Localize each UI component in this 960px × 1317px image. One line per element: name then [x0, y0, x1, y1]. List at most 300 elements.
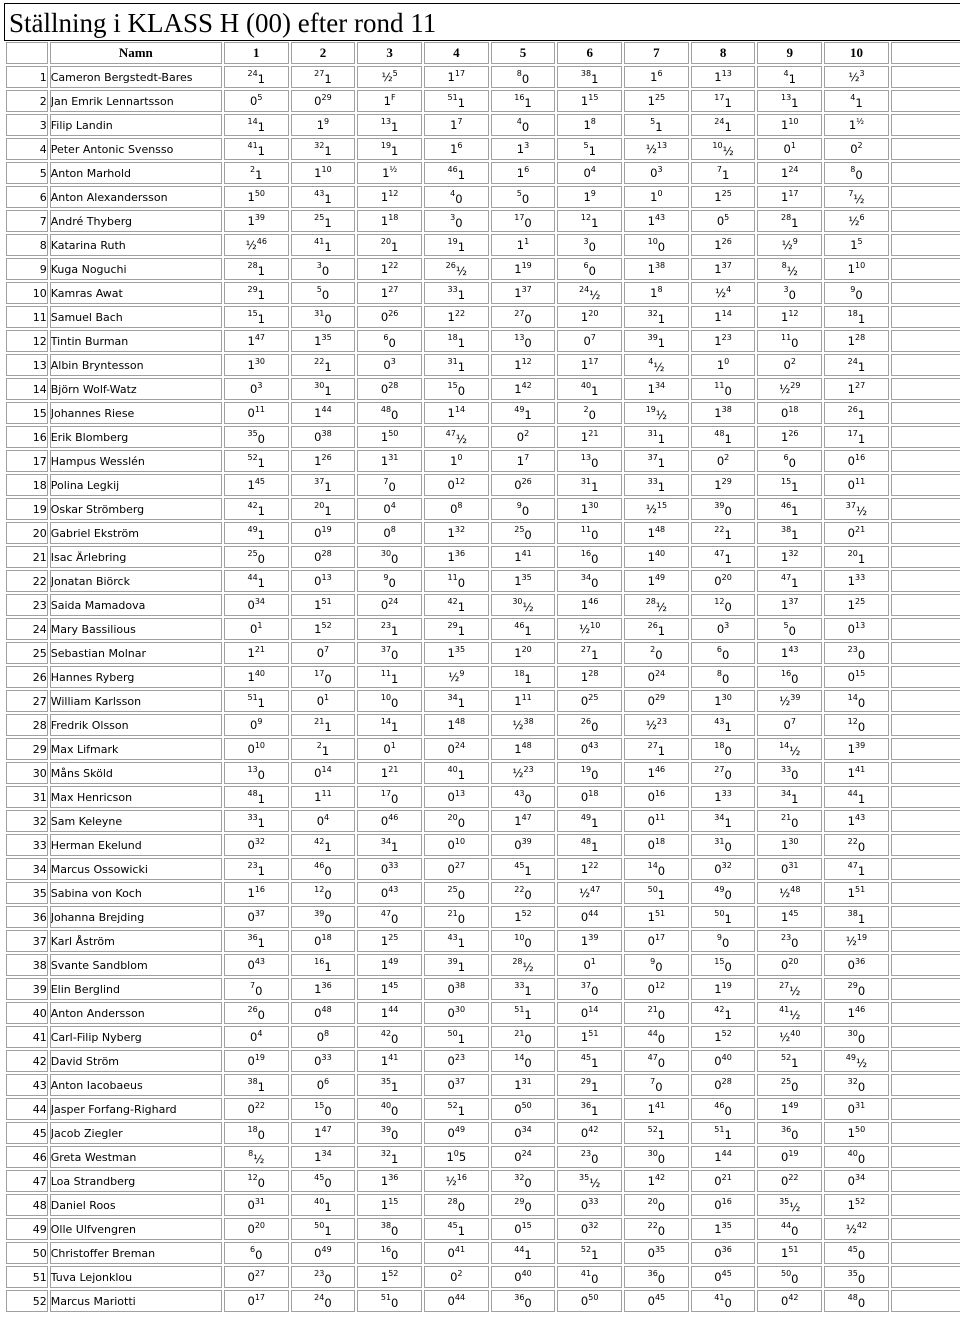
opponent-number: 15	[656, 501, 668, 510]
result-score: ½	[779, 382, 791, 396]
round-result	[491, 546, 556, 568]
round-result	[357, 474, 422, 496]
round-result	[824, 618, 889, 640]
result-score: 0	[724, 384, 732, 398]
result-score: 0	[857, 648, 866, 662]
opponent-number: 9	[257, 717, 263, 726]
round-result	[757, 618, 822, 640]
round-result	[624, 858, 689, 880]
round-result	[624, 810, 689, 832]
result-score: 0	[857, 1248, 866, 1262]
player-number: 51	[6, 1266, 48, 1288]
result-score: 0	[847, 670, 855, 684]
opponent-number: 3	[316, 261, 322, 270]
opponent-number: 6	[716, 645, 722, 654]
round-result	[824, 954, 889, 976]
player-number: 13	[6, 354, 48, 376]
result-score: 1	[657, 744, 666, 758]
opponent-number: 50	[314, 1221, 325, 1230]
result-score: 0	[524, 1176, 532, 1190]
result-score: ½	[579, 886, 591, 900]
round-result	[224, 1170, 289, 1192]
player-name: Jonatan Biörck	[50, 570, 222, 592]
extra-cell	[891, 738, 960, 760]
player-number: 1	[6, 66, 48, 88]
opponent-number: 2	[583, 405, 589, 414]
round-result	[491, 570, 556, 592]
opponent-number: 39	[380, 1125, 392, 1134]
result-score: 0	[657, 1152, 666, 1166]
result-score: 0	[250, 718, 258, 732]
opponent-number: 14	[380, 717, 392, 726]
opponent-number: 23	[523, 765, 534, 774]
opponent-number: 8	[716, 669, 722, 678]
round-result	[624, 282, 689, 304]
round-result	[757, 642, 822, 664]
result-score: 1	[380, 1174, 389, 1188]
result-score: 0	[447, 1078, 455, 1092]
round-result	[357, 234, 422, 256]
opponent-number: 25	[721, 189, 732, 198]
opponent-number: 26	[388, 309, 399, 318]
opponent-number: 0	[453, 1149, 459, 1158]
opponent-number: 31	[855, 1101, 866, 1110]
result-score: 0	[791, 1272, 799, 1286]
result-score: 0	[447, 1006, 455, 1020]
result-score: 1	[457, 600, 466, 614]
result-score: 1	[391, 840, 399, 854]
opponent-number: 31	[521, 1077, 532, 1086]
opponent-number: 50	[388, 429, 399, 438]
result-score: 0	[857, 1272, 866, 1286]
opponent-number: 16	[654, 789, 666, 798]
player-number: 29	[6, 738, 48, 760]
opponent-number: 20	[380, 237, 392, 246]
round-result	[291, 282, 356, 304]
opponent-number: 30	[788, 837, 799, 846]
round-result	[424, 546, 489, 568]
result-score: ½	[579, 622, 591, 636]
player-name: Peter Antonic Svensso	[50, 138, 222, 160]
result-score: ½	[722, 144, 734, 158]
result-score: 0	[447, 1126, 455, 1140]
opponent-number: 38	[523, 717, 534, 726]
round-result	[291, 546, 356, 568]
result-score: 1	[324, 504, 332, 518]
result-score: 1	[847, 1006, 855, 1020]
result-score: 0	[524, 888, 532, 902]
result-score: 1	[780, 1102, 789, 1116]
player-number: 3	[6, 114, 48, 136]
result-score: 0	[247, 910, 255, 924]
result-score: 0	[714, 1078, 722, 1092]
round-result	[824, 498, 889, 520]
opponent-number: 12	[521, 357, 532, 366]
opponent-number: 6	[783, 453, 789, 462]
round-result	[691, 1146, 756, 1168]
round-result	[824, 210, 889, 232]
round-result	[224, 258, 289, 280]
round-result	[291, 1122, 356, 1144]
opponent-number: 44	[721, 1149, 732, 1158]
result-score: 1	[314, 982, 322, 996]
result-score: 1	[848, 118, 857, 132]
opponent-number: 21	[254, 645, 265, 654]
round-result	[557, 402, 622, 424]
result-score: 1	[657, 456, 666, 470]
round-result	[557, 90, 622, 112]
result-score: 1	[650, 190, 658, 204]
opponent-number: 47	[380, 909, 392, 918]
result-score: 0	[724, 600, 732, 614]
extra-cell	[891, 282, 960, 304]
result-score: 1	[514, 742, 522, 756]
round-result	[691, 378, 756, 400]
round-result	[291, 1266, 356, 1288]
extra-cell	[891, 1146, 960, 1168]
round-result	[357, 1146, 422, 1168]
result-score: 1	[847, 574, 855, 588]
round-result	[224, 714, 289, 736]
result-score: 1	[657, 432, 666, 446]
round-result	[624, 1098, 689, 1120]
result-score: ½	[779, 1030, 791, 1044]
round-result	[224, 426, 289, 448]
result-score: 0	[247, 742, 255, 756]
result-score: ½	[589, 288, 601, 302]
round-result	[424, 738, 489, 760]
opponent-number: 38	[847, 909, 858, 918]
result-score: 1	[657, 888, 666, 902]
opponent-number: 26	[247, 1005, 258, 1014]
opponent-number: 7	[848, 189, 854, 198]
round-result	[424, 762, 489, 784]
result-score: 1	[457, 1224, 466, 1238]
round-result	[424, 1290, 489, 1312]
result-score: 1	[257, 696, 265, 710]
opponent-number: 39	[521, 837, 532, 846]
opponent-number: 25	[588, 693, 599, 702]
opponent-number: 7	[590, 333, 596, 342]
opponent-number: 43	[388, 885, 399, 894]
round-result	[691, 1194, 756, 1216]
result-score: 0	[314, 430, 322, 444]
opponent-number: 0	[457, 453, 463, 462]
result-score: 1	[257, 456, 265, 470]
result-score: 0	[316, 694, 325, 708]
table-row	[6, 1098, 960, 1120]
round-result	[357, 834, 422, 856]
opponent-number: 20	[847, 549, 858, 558]
round-result	[691, 1002, 756, 1024]
result-score: 0	[457, 888, 466, 902]
result-score: 0	[780, 406, 789, 420]
round-result	[691, 258, 756, 280]
opponent-number: 11	[447, 573, 458, 582]
player-number: 24	[6, 618, 48, 640]
result-score: 0	[457, 816, 466, 830]
opponent-number: 3	[524, 141, 530, 150]
result-score: 1	[591, 648, 599, 662]
round-result	[357, 498, 422, 520]
player-name: Jacob Ziegler	[50, 1122, 222, 1144]
round-result	[424, 186, 489, 208]
round-result	[224, 786, 289, 808]
opponent-number: 51	[380, 1293, 392, 1302]
result-score: ½	[714, 286, 727, 300]
result-score: 1	[780, 910, 789, 924]
result-score: 0	[780, 958, 789, 972]
result-score: 1	[324, 72, 332, 86]
table-row	[6, 858, 960, 880]
opponent-number: 30	[314, 381, 325, 390]
result-score: ½	[645, 502, 657, 516]
round-result	[691, 234, 756, 256]
round-result	[491, 786, 556, 808]
table-row	[6, 210, 960, 232]
extra-cell	[891, 618, 960, 640]
result-score: 1	[380, 430, 389, 444]
result-score: 1	[657, 312, 666, 326]
opponent-number: 42	[714, 1005, 725, 1014]
opponent-number: 33	[855, 573, 866, 582]
result-score: 0	[655, 648, 663, 662]
player-name: Olle Ulfvengren	[50, 1218, 222, 1240]
opponent-number: 9	[324, 117, 330, 126]
extra-cell	[891, 90, 960, 112]
round-result	[224, 114, 289, 136]
opponent-number: 32	[380, 1149, 392, 1158]
round-result	[557, 834, 622, 856]
player-number: 40	[6, 1002, 48, 1024]
result-score: 1	[324, 960, 332, 974]
result-score: 1	[524, 408, 532, 422]
result-score: 0	[714, 1174, 722, 1188]
table-row	[6, 354, 960, 376]
round-result	[357, 690, 422, 712]
result-score: 1	[257, 72, 265, 86]
opponent-number: 22	[847, 837, 858, 846]
table-row	[6, 306, 960, 328]
round-result	[624, 354, 689, 376]
round-result	[624, 1194, 689, 1216]
result-score: 0	[250, 382, 258, 396]
opponent-number: 21	[647, 1005, 658, 1014]
opponent-number: 37	[521, 285, 532, 294]
result-score: 1	[714, 1222, 722, 1236]
table-row	[6, 954, 960, 976]
opponent-number: 28	[780, 213, 792, 222]
result-score: ½	[455, 432, 467, 446]
round-result	[224, 186, 289, 208]
round-result	[224, 378, 289, 400]
result-score: 1	[257, 936, 265, 950]
player-name: Måns Sköld	[50, 762, 222, 784]
opponent-number: 12	[454, 477, 466, 486]
round-result	[557, 354, 622, 376]
result-score: 0	[580, 1222, 589, 1236]
opponent-number: 14	[247, 117, 258, 126]
round-result	[691, 858, 756, 880]
result-score: 1	[857, 792, 866, 806]
result-score: 0	[647, 982, 655, 996]
opponent-number: 5	[724, 213, 730, 222]
opponent-number: 16	[721, 1197, 732, 1206]
standings-table	[4, 40, 960, 1314]
table-row	[6, 762, 960, 784]
result-score: 0	[391, 408, 399, 422]
result-score: ½	[789, 744, 801, 758]
player-number: 19	[6, 498, 48, 520]
result-score: 0	[780, 1150, 789, 1164]
round-result	[424, 1242, 489, 1264]
opponent-number: 19	[321, 525, 332, 534]
round-result	[291, 834, 356, 856]
opponent-number: 49	[654, 573, 666, 582]
opponent-number: 4	[783, 69, 789, 78]
round-result	[491, 426, 556, 448]
result-score: 1	[647, 766, 655, 780]
round-result	[624, 1026, 689, 1048]
round-result	[757, 1242, 822, 1264]
round-result	[757, 498, 822, 520]
opponent-number: 19	[856, 933, 868, 942]
round-result	[357, 1026, 422, 1048]
player-number: 37	[6, 930, 48, 952]
round-result	[557, 450, 622, 472]
result-score: 1	[524, 672, 532, 686]
round-result	[491, 618, 556, 640]
opponent-number: 4	[450, 189, 456, 198]
round-result	[757, 354, 822, 376]
round-result	[424, 66, 489, 88]
opponent-number: 43	[254, 957, 265, 966]
round-result	[557, 306, 622, 328]
round-result	[357, 594, 422, 616]
result-score: 1	[247, 334, 255, 348]
table-row	[6, 234, 960, 256]
result-score: 0	[524, 1296, 532, 1310]
round-result	[624, 426, 689, 448]
round-result	[691, 618, 756, 640]
table-row	[6, 90, 960, 112]
round-result	[624, 258, 689, 280]
result-score: ½	[789, 1008, 801, 1022]
opponent-number: 8	[850, 165, 856, 174]
table-row	[6, 618, 960, 640]
round-result	[557, 66, 622, 88]
player-number: 7	[6, 210, 48, 232]
result-score: 1	[247, 358, 255, 372]
round-result	[691, 162, 756, 184]
opponent-number: 46	[447, 165, 458, 174]
opponent-number: 47	[847, 861, 858, 870]
result-score: 0	[721, 648, 730, 662]
opponent-number: 24	[714, 117, 725, 126]
opponent-number: 34	[447, 693, 458, 702]
result-score: 1	[447, 70, 455, 84]
opponent-number: 6	[383, 333, 389, 342]
round-result	[424, 258, 489, 280]
opponent-number: 47	[647, 1053, 658, 1062]
opponent-number: 4	[590, 165, 596, 174]
opponent-number: 49	[580, 813, 592, 822]
opponent-number: 11	[580, 525, 592, 534]
opponent-number: 46	[588, 597, 599, 606]
result-score: 0	[724, 744, 732, 758]
round-result	[557, 786, 622, 808]
round-result	[624, 930, 689, 952]
result-score: ½	[789, 984, 801, 998]
extra-cell	[891, 1050, 960, 1072]
opponent-number: 23	[721, 333, 732, 342]
round-result	[424, 354, 489, 376]
round-result	[691, 66, 756, 88]
player-number: 9	[6, 258, 48, 280]
result-score: 0	[324, 888, 332, 902]
round-result	[357, 330, 422, 352]
opponent-number: 3	[783, 285, 789, 294]
result-score: 1	[324, 216, 332, 230]
header-extra	[891, 42, 960, 64]
round-result	[824, 714, 889, 736]
opponent-number: 27	[647, 741, 658, 750]
round-result	[691, 1098, 756, 1120]
result-score: 0	[247, 1222, 255, 1236]
result-score: 1	[257, 288, 265, 302]
opponent-number: 32	[454, 525, 466, 534]
round-result	[757, 1098, 822, 1120]
round-result	[224, 762, 289, 784]
round-result	[757, 522, 822, 544]
result-score: 0	[450, 502, 458, 516]
round-result	[824, 378, 889, 400]
round-result	[624, 210, 689, 232]
round-result	[624, 762, 689, 784]
opponent-number: 45	[721, 1269, 732, 1278]
result-score: 1	[257, 1080, 265, 1094]
opponent-number: ½	[856, 117, 864, 126]
opponent-number: 43	[654, 213, 666, 222]
result-score: 0	[647, 814, 655, 828]
opponent-number: 24	[579, 285, 590, 294]
round-result	[691, 522, 756, 544]
result-score: 0	[383, 526, 391, 540]
round-result	[224, 642, 289, 664]
opponent-number: 17	[380, 789, 392, 798]
opponent-number: 36	[388, 1173, 399, 1182]
round-result	[224, 450, 289, 472]
round-result	[357, 1242, 422, 1264]
round-result	[424, 978, 489, 1000]
round-result	[757, 186, 822, 208]
round-result	[557, 642, 622, 664]
result-score: 0	[655, 1080, 663, 1094]
result-score: 0	[657, 1224, 666, 1238]
round-result	[424, 498, 489, 520]
result-score: 0	[524, 936, 532, 950]
result-score: 0	[247, 1198, 255, 1212]
result-score: 0	[657, 1056, 666, 1070]
result-score: 0	[791, 336, 799, 350]
round-result	[491, 498, 556, 520]
opponent-number: 22	[254, 1101, 265, 1110]
opponent-number: 22	[788, 1173, 799, 1182]
player-number: 20	[6, 522, 48, 544]
result-score: 0	[391, 1128, 399, 1142]
extra-cell	[891, 1170, 960, 1192]
result-score: 1	[514, 814, 522, 828]
